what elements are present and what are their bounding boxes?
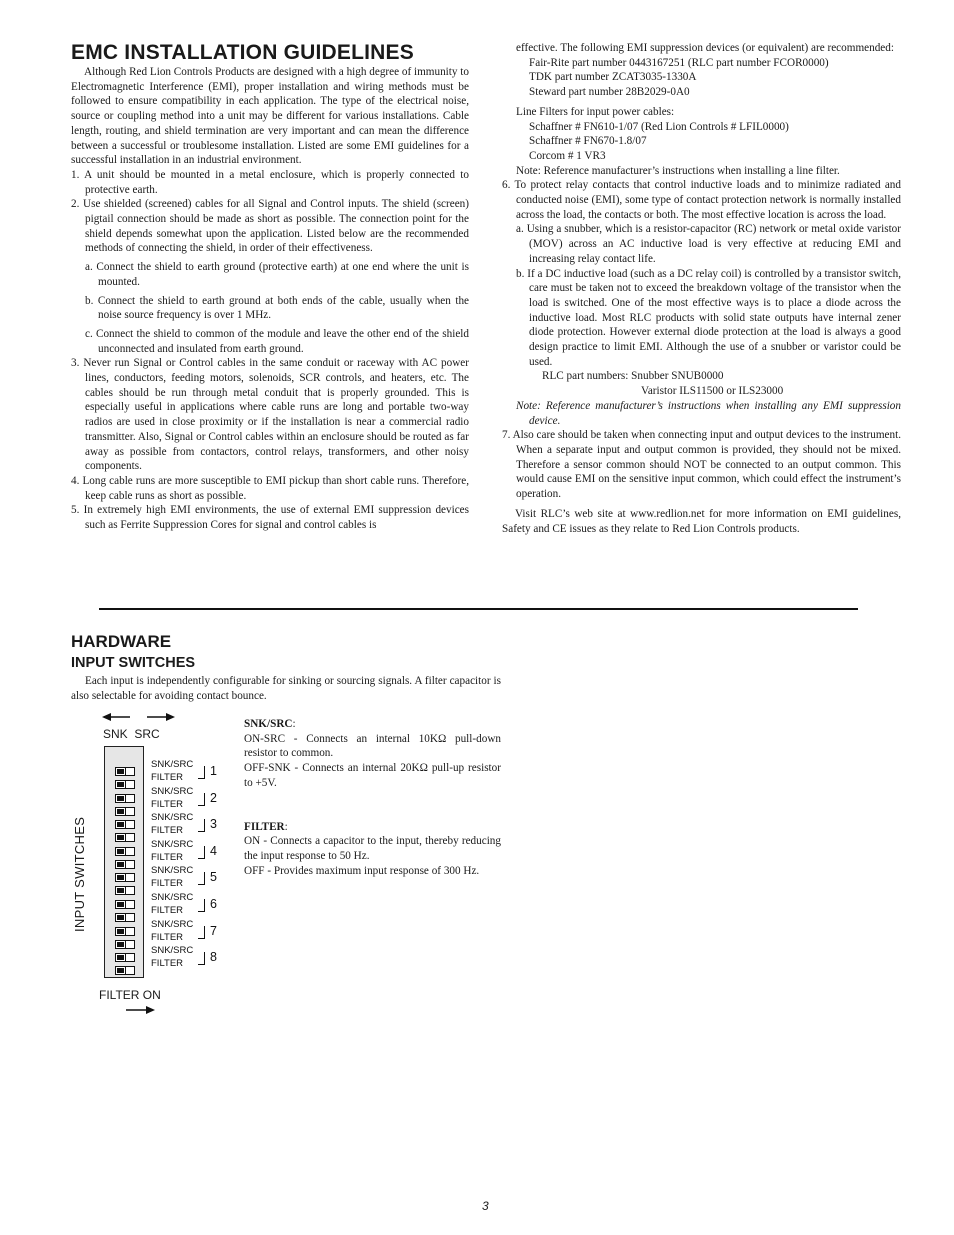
hardware-title: HARDWARE — [71, 632, 172, 651]
input-number: 1 — [210, 764, 217, 778]
input-bracket — [198, 872, 205, 885]
switch-knob — [117, 955, 124, 960]
emc-item-4: 4. Long cable runs are more susceptible to EMI pickup than short cable runs. Therefore, keep cable runs as short as possible. — [71, 474, 469, 502]
switch-divider — [125, 861, 126, 868]
filter-switch-label: FILTER — [151, 878, 184, 890]
rlc-part-numbers-1: RLC part numbers: Snubber SNUB0000 — [542, 370, 724, 383]
switch-divider — [125, 901, 126, 908]
input-number: 2 — [210, 790, 217, 805]
snk-src-off: OFF-SNK - Connects an internal 20KΩ pull-up resistor to +5V. — [244, 762, 501, 789]
snk-src-switch-label: SNK/SRC — [151, 812, 194, 824]
emc-title: EMC INSTALLATION GUIDELINES — [71, 41, 414, 64]
switch-divider — [125, 795, 126, 802]
switch-knob — [117, 822, 124, 827]
right-arrow-icon — [147, 713, 175, 721]
switch-knob — [117, 782, 124, 787]
filter-switch[interactable] — [115, 860, 135, 869]
input-number: 5 — [210, 870, 217, 885]
emc-item-7: 7. Also care should be taken when connecting input and output devices to the instrument. When a separate input and output common is provided, they should not be mixed. Therefore a sensor common should NOT be connected to an output common. This would cause EMI on the sensitive input common, which could effect the instrument’s operation. — [502, 429, 901, 501]
switch-divider — [125, 821, 126, 828]
switch-knob — [117, 942, 124, 947]
rlc-part-numbers-2: Varistor ILS11500 or ILS23000 — [641, 385, 784, 398]
switch-divider — [125, 941, 126, 948]
filter-switch-label: FILTER — [151, 772, 184, 783]
dip-switch-block — [104, 746, 144, 978]
emc-item-5-cont: effective. The following EMI suppression devices (or equivalent) are recommended: — [516, 42, 894, 54]
line-filter-note: Note: Reference manufacturer’s instructions when installing a line filter. — [516, 164, 840, 177]
input-switches-side-label: INPUT SWITCHES — [72, 816, 87, 932]
switch-knob — [117, 968, 124, 973]
input-number: 6 — [210, 897, 217, 911]
filter-switch-label: FILTER — [151, 905, 184, 916]
input-bracket — [198, 952, 205, 965]
filter-on-arrow-icon — [124, 1003, 158, 1017]
emc-item-5: 5. In extremely high EMI environments, the use of external EMI suppression devices such as Ferrite Suppression Cores for signal and control cables is — [71, 504, 469, 532]
emc-item-6a: a. Using a snubber, which is a resistor-capacitor (RC) network or metal oxide varistor (MOV) across an AC inductive load is very effective at reducing EMI and increasing relay contact life. — [516, 223, 901, 265]
snk-src-switch[interactable] — [115, 873, 135, 882]
emc-left-column — [71, 65, 469, 533]
filter-switch[interactable] — [115, 940, 135, 949]
ferrite-part-2: TDK part number ZCAT3035-1330A — [529, 71, 697, 84]
emc-item-6b: b. If a DC inductive load (such as a DC relay coil) is controlled by a transistor switch, care must be taken not to exceed the breakdown voltage of the transistor when the load is switched. One of the most effective ways is to place a diode across the inductive load. Most RLC products with solid state outputs have internal zener diode protection. However external diode protection at the load is always a good design practice to limit EMI. Although the use of a snubber or varistor could be used. — [516, 267, 901, 368]
switch-knob — [117, 929, 124, 934]
ferrite-part-1: Fair-Rite part number 0443167251 (RLC part number FCOR0000) — [529, 56, 829, 69]
switch-divider — [125, 954, 126, 961]
emc-right-column — [502, 41, 901, 536]
input-bracket — [198, 766, 205, 779]
emc-item-6: 6. To protect relay contacts that control inductive loads and to minimize radiated and conducted noise (EMI), some type of contact protection network is normally installed across the load, the contacts or both. The most effective location is across the load. — [502, 179, 901, 221]
input-number: 8 — [210, 950, 217, 965]
filter-switch-label: FILTER — [151, 851, 184, 863]
switch-divider — [125, 781, 126, 788]
emc-intro: Although Red Lion Controls Products are designed with a high degree of immunity to Electromagnetic Interference (EMI), proper installation and wiring methods must be followed to ensure compatibility in each application. The type of the electrical noise, source or coupling method into a unit may be different for various installations. Cable length, routing, and shield termination are very important and can mean the difference between a successful or troublesome installation. Listed are some EMI guidelines for a successful installation in an industrial environment. — [71, 66, 469, 167]
emc-item-2c: c. Connect the shield to common of the module and leave the other end of the shield unconnected and insulated from earth ground. — [85, 327, 469, 355]
snk-src-title: SNK/SRC — [244, 718, 293, 730]
filter-switch-label: FILTER — [151, 931, 184, 943]
input-number: 7 — [210, 923, 217, 938]
filter-switch[interactable] — [115, 886, 135, 895]
snk-src-switch-label: SNK/SRC — [151, 785, 194, 797]
snk-src-arrows — [100, 709, 180, 725]
input-bracket — [198, 899, 205, 912]
switch-descriptions: SNK/SRC: ON-SRC - Connects an internal 10KΩ pull-down resistor to common. OFF-SNK - Connects an internal 20KΩ pull-up resistor to +5V. FILTER: ON - Connects a capacitor to the input, thereby reducing the input response to 50 Hz. OFF - Provides maximum input response of 300 Hz. — [244, 718, 501, 877]
left-arrow-icon — [102, 713, 130, 721]
switch-knob — [117, 849, 124, 854]
filter-on: ON - Connects a capacitor to the input, thereby reducing the input response to 50 Hz. — [244, 835, 501, 862]
snk-src-switch-label: SNK/SRC — [151, 865, 194, 877]
input-number: 4 — [210, 843, 217, 858]
snk-src-switch[interactable] — [115, 767, 135, 776]
switch-knob — [117, 915, 124, 920]
filter-title: FILTER — [244, 820, 285, 833]
emc-item-6-note: Note: Reference manufacturer’s instructions when installing any EMI suppression device. — [516, 399, 901, 427]
input-bracket — [198, 819, 205, 832]
input-number: 3 — [210, 817, 217, 832]
switch-divider — [125, 874, 126, 881]
snk-src-switch[interactable] — [115, 794, 135, 803]
snk-src-switch[interactable] — [115, 820, 135, 829]
switch-knob — [117, 835, 124, 840]
switch-knob — [117, 875, 124, 880]
switch-divider — [125, 914, 126, 921]
snk-src-switch-label: SNK/SRC — [151, 838, 194, 850]
filter-switch[interactable] — [115, 966, 135, 975]
input-bracket — [198, 793, 205, 806]
emc-item-3: 3. Never run Signal or Control cables in the same conduit or raceway with AC power lines, conductors, feeding motors, solenoids, SCR controls, and heaters, etc. The cables should be run through metal conduit that is properly grounded. This is especially useful in applications where cable runs are long and portable two-way radios are used in close proximity or if the installation is near a commercial radio transmitter. Also, Signal or Control cables within an enclosure should be routed as far away as possible from contactors, control relays, transformers, and other noisy components. — [71, 357, 469, 473]
emc-item-2: 2. Use shielded (screened) cables for all Signal and Control inputs. The shield (screen) pigtail connection should be made as short as possible. The connection point for the shield depends somewhat upon the application. Listed below are the recommended methods of connecting the shield, in order of their effectiveness. — [71, 198, 469, 255]
switch-knob — [117, 888, 124, 893]
line-filter-2: Schaffner # FN670-1.8/07 — [529, 135, 647, 148]
snk-src-switch[interactable] — [115, 900, 135, 909]
input-switches-title: INPUT SWITCHES — [71, 655, 196, 671]
filter-switch-label: FILTER — [151, 958, 184, 970]
hardware-intro: Each input is independently configurable for sinking or sourcing signals. A filter capacitor is also selectable for avoiding contact bounce. — [71, 675, 501, 702]
switch-knob — [117, 796, 124, 801]
filter-switch[interactable] — [115, 833, 135, 842]
filter-switch-label: FILTER — [151, 825, 184, 837]
snk-src-switch-label: SNK/SRC — [151, 945, 194, 957]
emc-item-2a: a. Connect the shield to earth ground (protective earth) at one end where the unit is mounted. — [85, 261, 469, 288]
section-divider — [99, 608, 858, 610]
line-filter-1: Schaffner # FN610-1/07 (Red Lion Controls # LFIL0000) — [529, 120, 789, 133]
switch-divider — [125, 808, 126, 815]
filter-switch[interactable] — [115, 780, 135, 789]
snk-src-label: SNK SRC — [103, 727, 160, 741]
input-bracket — [198, 926, 205, 939]
page-number: 3 — [482, 1199, 489, 1213]
line-filter-3: Corcom # 1 VR3 — [529, 149, 606, 162]
switch-divider — [125, 768, 126, 775]
filter-on-label: FILTER ON — [99, 988, 161, 1002]
emc-item-1: 1. A unit should be mounted in a metal enclosure, which is properly connected to protective earth. — [71, 168, 469, 196]
emc-visit: Visit RLC’s web site at www.redlion.net for more information on EMI guidelines, Safety and CE issues as they relate to Red Lion Controls products. — [502, 507, 901, 535]
input-bracket — [198, 846, 205, 859]
snk-src-switch[interactable] — [115, 927, 135, 936]
switch-divider — [125, 848, 126, 855]
switch-knob — [117, 769, 124, 774]
filter-switch[interactable] — [115, 913, 135, 922]
switch-divider — [125, 834, 126, 841]
emc-item-2b: b. Connect the shield to earth ground at both ends of the cable, usually when the noise source frequency is over 1 MHz. — [85, 294, 469, 322]
snk-src-on: ON-SRC - Connects an internal 10KΩ pull-down resistor to common. — [244, 732, 501, 760]
switch-knob — [117, 862, 124, 867]
ferrite-part-3: Steward part number 28B2029-0A0 — [529, 86, 690, 99]
filter-switch-label: FILTER — [151, 798, 184, 810]
filter-off: OFF - Provides maximum input response of 300 Hz. — [244, 864, 480, 877]
snk-src-switch[interactable] — [115, 953, 135, 962]
snk-src-switch-label: SNK/SRC — [151, 918, 194, 930]
line-filters-heading: Line Filters for input power cables: — [516, 105, 675, 118]
switch-divider — [125, 967, 126, 974]
filter-switch[interactable] — [115, 807, 135, 816]
snk-src-switch-label: SNK/SRC — [151, 759, 194, 770]
snk-src-switch-label: SNK/SRC — [151, 892, 194, 903]
switch-divider — [125, 887, 126, 894]
switch-divider — [125, 928, 126, 935]
switch-knob — [117, 809, 124, 814]
switch-knob — [117, 902, 124, 907]
snk-src-switch[interactable] — [115, 847, 135, 856]
